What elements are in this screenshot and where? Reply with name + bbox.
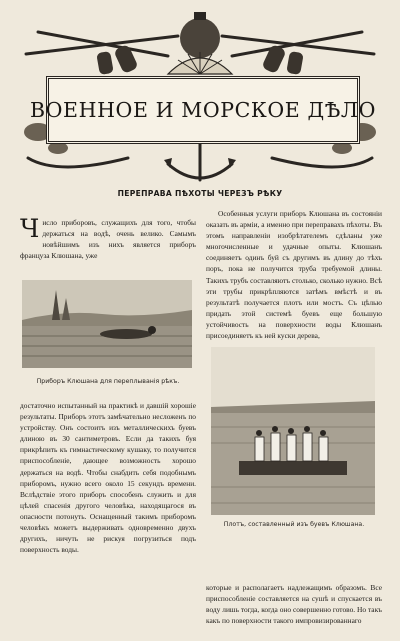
left-column-bottom (20, 400, 196, 555)
figure-2-caption: Плотъ, составленный изъ буевъ Клюшана. (223, 521, 365, 528)
article-title: ПЕРЕПРАВА ПѢХОТЫ ЧЕРЕЗЪ РѢКУ (117, 189, 283, 198)
drop-cap: Ч (20, 214, 40, 243)
right-column-top-text: Особенныя услуги приборъ Клюшана въ состояніи оказать въ арміи, а именно при переправахъ пѣхоты. Въ этомъ направленіи изобрѣтателемъ сдѣланы уже многочисленные и удачные опыты. Клюшанъ соединяетъ одинъ буй съ другимъ въ длину до тѣхъ поръ, пока не получится труба требуемой длины. Такихъ трубъ составляютъ столько, сколько нужно. Всѣ эти трубы прикрѣпляются затѣмъ вмѣстѣ и въ результатѣ получается плотъ или мостъ. Съ цѣлью придать этой системѣ буевъ еще большую устойчивость на поверхности воды Клюшанъ присоединяетъ къ ней куски дерева, (206, 209, 382, 341)
right-column-bottom (206, 582, 382, 626)
section-title: ВОЕННОЕ И МОРСКОЕ ДѢЛО (29, 98, 377, 122)
left-column-top-text: исло приборовъ, служащихъ для того, чтобы держаться на водѣ, очень велико. Самымъ новѣйшимъ изъ нихъ является приборъ француза Клюшана, уже (20, 218, 196, 261)
figure-1-caption: Приборъ Клюшана для переплыванія рѣкъ. (36, 378, 180, 385)
left-column-bottom-text: достаточно испытанный на практикѣ и давшій хорошіе результаты. Приборъ этотъ замѣчательно несложенъ по устройству. Онъ состоитъ изъ металлическихъ буевъ длиною въ 30 сантиметровъ. Если да такихъ буя прикрѣпить къ гимнастическому кушаку, то получится приспособленіе, дающее возможность хорошо держаться на водѣ. Чтобы снабдить себя подобнымъ приборомъ, нужно всего около 15 секундъ времени. Вслѣдствіе этого приборъ способенъ служить и для цѣлей спасенія другого человѣка, находящагося въ опасности потонуть. Оснащенный такимъ приборомъ человѣкъ можетъ выдерживать одновременно двухъ другихъ, ничуть не рискуя погрузиться подъ поверхность воды. (20, 401, 196, 555)
right-column-bottom-text: которые и располагаетъ надлежащимъ образомъ. Все приспособленіе составляется на сушѣ и спускается въ воду лишь тогда, когда оно совершенно готово. Но такъ какъ по поверхности такого импровизированнаго (206, 583, 382, 626)
section-title-panel (29, 76, 377, 144)
raft-illustration (211, 347, 375, 515)
right-column-top (206, 208, 382, 341)
swimmer-illustration (22, 280, 192, 368)
left-column-top (20, 214, 196, 261)
